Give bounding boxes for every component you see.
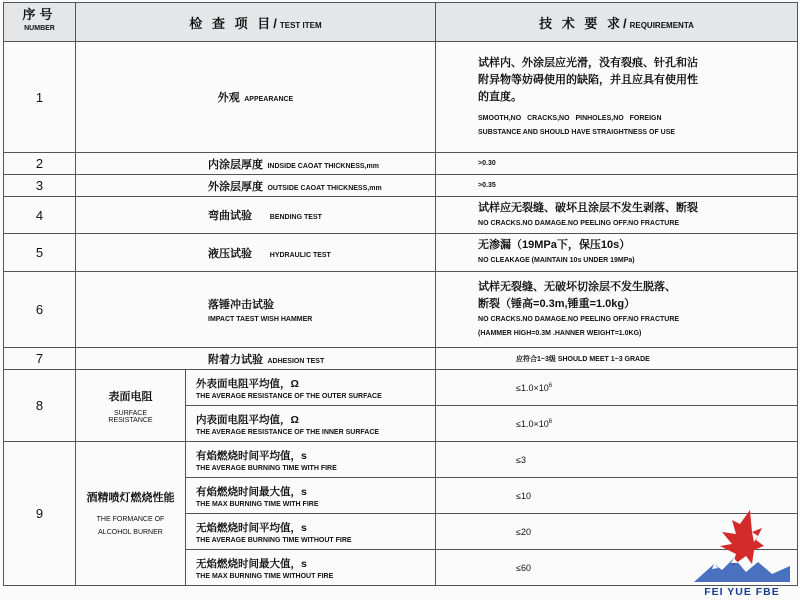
sub-value: ≤10 [436,478,798,514]
sub-value [436,406,798,442]
item-en: ALCOHOL BURNER [98,528,163,536]
item-zh: 内涂层厚度 [208,158,263,171]
row-number: 9 [4,442,76,586]
sub-item [186,514,436,550]
req-zh: 试样应无裂缝、破坏且涂层不发生剥落、断裂 [478,201,699,214]
table-row [4,153,798,175]
item-zh: 附着力试验 [208,353,263,366]
requirement: 应符合1~3级 SHOULD MEET 1~3 GRADE [436,348,798,370]
spec-table [3,2,798,586]
req-en: NO CLEAKAGE (MAINTAIN 10s UNDER 19MPa) [478,257,635,264]
requirement: >0.35 [436,175,798,197]
req-zh: 无渗漏（19MPa下，保压10s） [478,239,631,251]
value-exponent: 6 [548,418,553,425]
row-number: 3 [4,175,76,197]
item-en: OUTSIDE CAOAT THICKNESS,mm [267,184,382,192]
item-zh: 落锤冲击试验 [208,299,274,311]
item-zh: 酒精喷灯燃烧性能 [86,491,175,504]
header-number [4,3,76,42]
header-item-en: TEST ITEM [279,20,322,30]
requirement [436,272,798,348]
item-en: INDSIDE CAOAT THICKNESS,mm [267,162,379,170]
item-zh: 表面电阻 [108,390,153,403]
test-item [76,234,436,272]
company-logo [692,506,792,598]
row-number: 8 [4,370,76,442]
value-exponent: 6 [548,382,553,389]
item-en: SURFACE [113,409,148,417]
sub-item [186,550,436,586]
value-text: ≤1.0×10 [516,382,549,393]
table-row [4,272,798,348]
req-zh-line: 断裂（锤高=0.3m,锤重=1.0kg） [478,297,636,310]
item-en: THE FORMANCE OF [96,515,165,523]
item-en: BENDING TEST [269,214,322,221]
item-en: IMPACT TAEST WISH HAMMER [208,316,313,323]
test-item [76,272,436,348]
req-en: NO CRACKS.NO DAMAGE.NO PEELING OFF.NO FRACTURE [478,219,680,227]
item-en: HYDRAULIC TEST [269,251,331,259]
test-item-group [76,442,186,586]
test-item [76,153,436,175]
header-item-zh: 检 查 项 目/ [189,15,280,31]
table-row [4,370,798,406]
row-number: 4 [4,197,76,234]
test-item [76,348,436,370]
header-requirement [436,3,798,42]
header-req-en: REQUIREMENTA [629,20,694,30]
req-en-line: (HAMMER HIGH=0.3M .HANNER WEIGHT=1.0KG) [478,329,642,337]
table-row [4,197,798,234]
item-en: APPEARANCE [244,96,294,103]
requirement [436,197,798,234]
item-zh: 外涂层厚度 [208,180,263,193]
requirement [436,42,798,153]
sub-item [186,370,436,406]
req-en-line: SMOOTH,NO CRACKS,NO PINHOLES,NO FOREIGN [478,114,662,122]
sub-item-zh: 有焰燃烧时间最大值，s [196,485,307,498]
sub-item-en: THE AVERAGE BURNING TIME WITHOUT FIRE [196,536,352,544]
sub-value: ≤60 [436,550,798,586]
req-en-line: SUBSTANCE AND SHOULD HAVE STRAIGHTNESS OF USE [478,128,676,136]
row-number: 2 [4,153,76,175]
sub-item-en: THE MAX BURNING TIME WITH FIRE [196,500,319,508]
table-row [4,442,798,478]
sub-item-zh: 无焰燃烧时间最大值，s [196,557,307,570]
item-zh: 弯曲试验 [208,210,252,222]
item-en: RESISTANCE [108,416,153,424]
eagle-icon [692,506,792,584]
header-req-zh: 技 术 要 求/ [539,15,630,31]
row-number: 5 [4,234,76,272]
sub-value: ≤3 [436,442,798,478]
test-item [76,197,436,234]
header-number-zh: 序号 [22,7,57,22]
sub-item-zh: 有焰燃烧时间平均值，s [196,449,307,462]
header-number-en: NUMBER [24,25,55,32]
sub-item-zh: 无焰燃烧时间平均值，s [196,521,307,534]
sub-item-en: THE MAX BURNING TIME WITHOUT FIRE [196,572,334,580]
sub-item-zh: 内表面电阻平均值，Ω [196,413,299,426]
table-row [4,234,798,272]
sub-item-en: THE AVERAGE BURNING TIME WITH FIRE [196,464,337,472]
test-item-group [76,370,186,442]
table-row [4,175,798,197]
row-number: 1 [4,42,76,153]
table-row [4,42,798,153]
item-en: ADHESION TEST [267,357,325,365]
test-item [76,175,436,197]
req-zh-line: 试样内、外涂层应光滑，没有裂痕、针孔和沾 [478,56,699,69]
item-zh: 液压试验 [208,247,252,260]
test-item [76,42,436,153]
item-zh: 外观 [217,92,240,104]
sub-value [436,370,798,406]
row-number: 6 [4,272,76,348]
header-row [4,3,798,42]
req-zh-line: 附异物等妨碍使用的缺陷，并且应具有使用性 [478,73,699,86]
req-zh-line: 试样无裂缝、无破坏切涂层不发生脱落、 [478,280,677,293]
sub-item [186,406,436,442]
row-number: 7 [4,348,76,370]
sub-item-en: THE AVERAGE RESISTANCE OF THE INNER SURFACE [196,428,380,436]
req-zh-line: 的直度。 [478,90,523,103]
requirement [436,234,798,272]
req-en-line: NO CRACKS.NO DAMAGE.NO PEELING OFF.NO FRACTURE [478,315,680,323]
logo-text: FEI YUE FBE [704,586,780,598]
requirement: >0.30 [436,153,798,175]
value-text: ≤1.0×10 [516,418,549,429]
sub-item [186,442,436,478]
sub-value: ≤20 [436,514,798,550]
sub-item-zh: 外表面电阻平均值，Ω [196,377,299,390]
table-row [4,348,798,370]
sub-item-en: THE AVERAGE RESISTANCE OF THE OUTER SURFACE [196,392,382,400]
header-test-item [76,3,436,42]
sub-item [186,478,436,514]
